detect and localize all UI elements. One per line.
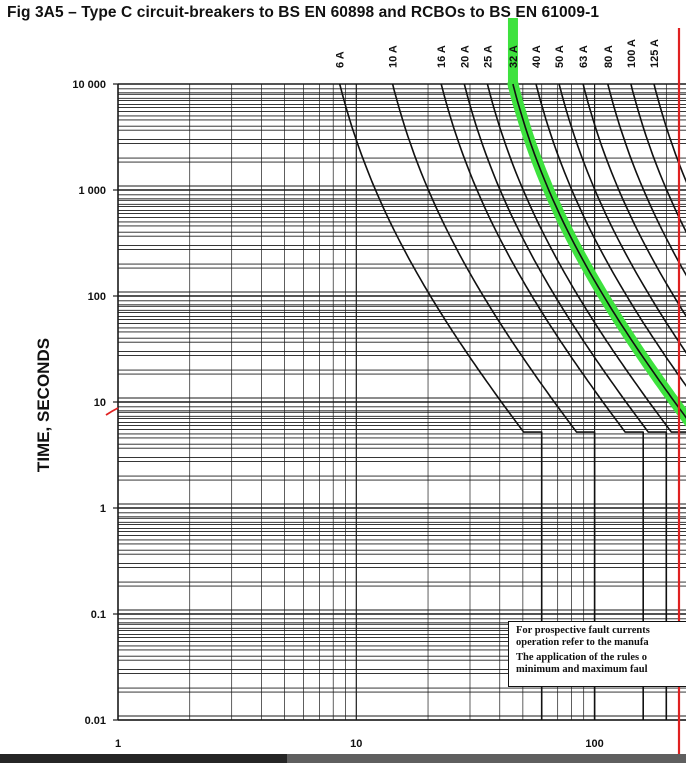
y-tick-label: 1 bbox=[99, 503, 106, 515]
x-tick-label: 10 bbox=[350, 738, 363, 750]
y-tick-labels bbox=[72, 79, 118, 727]
x-tick-label: 100 bbox=[585, 738, 604, 750]
series-label: 25 A bbox=[482, 45, 495, 68]
y-tick-label: 0.1 bbox=[90, 609, 106, 621]
x-tick-label: 1 bbox=[114, 738, 122, 750]
note-line: minimum and maximum faul bbox=[516, 663, 648, 675]
series-label: 50 A bbox=[554, 45, 567, 68]
series-label: 100 A bbox=[625, 39, 638, 68]
note-line: For prospective fault currents bbox=[516, 625, 650, 636]
marker-tick bbox=[106, 408, 118, 415]
series-label: 80 A bbox=[602, 45, 615, 68]
note-box bbox=[508, 621, 686, 687]
series-label: 6 A bbox=[334, 51, 347, 68]
y-axis-label: TIME, SECONDS bbox=[34, 337, 53, 473]
bottom-bar-right bbox=[287, 754, 686, 763]
note-line: operation refer to the manufa bbox=[516, 636, 649, 648]
y-tick-label: 1 000 bbox=[78, 185, 106, 197]
series-label: 63 A bbox=[578, 45, 591, 68]
chart-title: Fig 3A5 – Type C circuit-breakers to BS EN 60898 and RCBOs to BS EN 61009-1 bbox=[7, 4, 600, 21]
bottom-bar bbox=[0, 754, 287, 763]
y-tick-label: 10 000 bbox=[72, 79, 106, 91]
series-label: 32 A bbox=[507, 45, 520, 68]
y-tick-label: 10 bbox=[93, 397, 106, 409]
series-label: 10 A bbox=[387, 45, 400, 68]
series-label: 16 A bbox=[436, 45, 449, 68]
y-tick-label: 0.01 bbox=[84, 715, 106, 727]
x-tick-labels bbox=[115, 738, 604, 750]
y-tick-label: 100 bbox=[87, 291, 106, 303]
note-line: The application of the rules o bbox=[516, 652, 647, 663]
series-label: 40 A bbox=[531, 45, 544, 68]
series-label: 125 A bbox=[648, 39, 661, 68]
series-labels bbox=[335, 39, 661, 68]
series-label: 20 A bbox=[459, 45, 472, 68]
